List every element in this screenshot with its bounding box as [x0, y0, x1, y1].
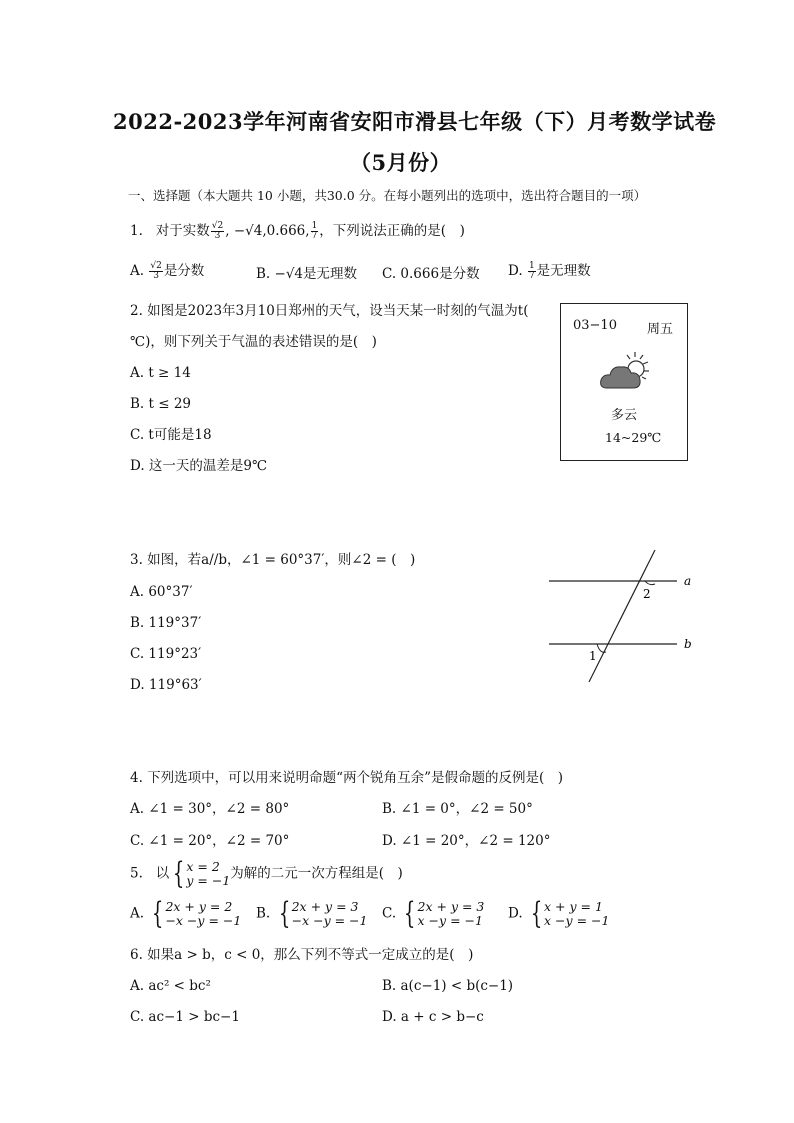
question-6-option-a: A. ac² < bc² [130, 978, 211, 994]
weather-figure [560, 303, 688, 461]
question-number: 1. [130, 223, 143, 239]
question-3-stem: 3. 如图，若a//b，∠1 = 60°37′，则∠2 = ( ) [130, 552, 416, 568]
fraction: $\frac{1}{7}$ [311, 221, 318, 241]
question-4-stem: 4. 下列选项中，可以用来说明命题“两个锐角互余”是假命题的反例是( ) [130, 770, 564, 786]
question-3-option-c: C. 119°23′ [130, 646, 202, 662]
question-2-stem-line2: ℃)，则下列关于气温的表述错误的是( ) [130, 334, 377, 350]
weather-temperature-range: 14~29℃ [605, 430, 662, 445]
question-1-stem [130, 222, 465, 241]
question-6-option-c: C. ac−1 > bc−1 [130, 1009, 240, 1025]
line-label-b: b [684, 637, 692, 651]
question-1-option-b: B. −√4是无理数 [256, 266, 358, 282]
question-5-stem: 5. 以 { x = 2 y = −1 为解的二元一次方程组是( ) [130, 856, 403, 891]
line-label-a: a [684, 574, 692, 588]
page-subtitle: （5月份） [350, 150, 452, 175]
angle-label-1: 1 [589, 649, 597, 663]
question-3-option-a: A. 60°37′ [130, 584, 193, 600]
weather-condition: 多云 [611, 408, 638, 423]
question-5-option-d: D. { x + y = 1 x −y = −1 [508, 896, 610, 931]
question-2-option-a: A. t ≥ 14 [130, 365, 191, 381]
question-2-option-c: C. t可能是18 [130, 427, 212, 443]
question-text: 对于实数 [155, 223, 210, 239]
angle-label-2: 2 [643, 587, 651, 601]
partly-cloudy-icon [599, 350, 655, 394]
question-2-stem-line1: 2. 如图是2023年3月10日郑州的天气，设当天某一时刻的气温为t( [130, 303, 529, 319]
question-5-option-a: A. { 2x + y = 2 −x −y = −1 [130, 896, 242, 931]
question-3-option-d: D. 119°63′ [130, 677, 202, 693]
page-title: 2022-2023学年河南省安阳市滑县七年级（下）月考数学试卷 [113, 109, 717, 134]
weather-date: 03−10 [573, 318, 617, 333]
question-4-option-a: A. ∠1 = 30°，∠2 = 80° [130, 801, 290, 817]
question-1-option-a: A. $\frac{√2}{3}$ 是分数 [130, 261, 205, 281]
question-4-option-c: C. ∠1 = 20°，∠2 = 70° [130, 833, 290, 849]
section-header: 一、选择题（本大题共 10 小题，共30.0 分。在每小题列出的选项中，选出符合题目的一项） [128, 188, 647, 203]
question-text: ，下列说法正确的是( ) [319, 223, 465, 239]
question-4-option-b: B. ∠1 = 0°，∠2 = 50° [382, 801, 533, 817]
question-2-option-b: B. t ≤ 29 [130, 396, 192, 412]
question-1-option-d: D. $\frac{1}{7}$ 是无理数 [508, 261, 591, 281]
question-6-option-d: D. a + c > b−c [382, 1009, 484, 1025]
question-2-option-d: D. 这一天的温差是9℃ [130, 458, 268, 474]
weather-weekday: 周五 [647, 322, 674, 337]
question-6-option-b: B. a(c−1) < b(c−1) [382, 978, 514, 994]
question-5-option-c: C. { 2x + y = 3 x −y = −1 [382, 896, 485, 931]
question-3-option-b: B. 119°37′ [130, 615, 202, 631]
question-6-stem: 6. 如果a > b，c < 0，那么下列不等式一定成立的是( ) [130, 947, 474, 963]
question-5-option-b: B. { 2x + y = 3 −x −y = −1 [256, 896, 368, 931]
parallel-lines-figure [545, 548, 705, 688]
fraction: $\frac{√2}{3}$ [211, 221, 224, 241]
question-1-option-c: C. 0.666是分数 [382, 266, 480, 282]
question-4-option-d: D. ∠1 = 20°，∠2 = 120° [382, 833, 551, 849]
question-text: , −√4,0.666, [225, 223, 310, 239]
